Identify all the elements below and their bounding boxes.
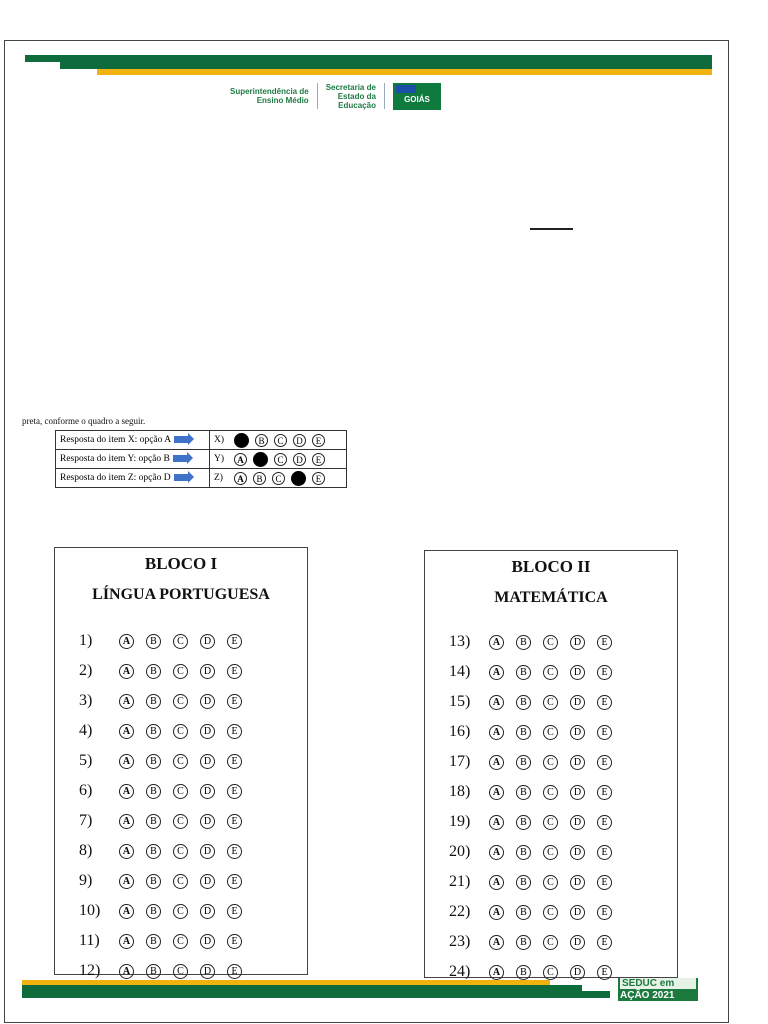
example-row <box>56 450 347 469</box>
question-row <box>79 896 254 926</box>
question-row <box>449 657 624 687</box>
question-number: 16) <box>449 723 471 740</box>
question-number: 19) <box>449 813 471 830</box>
option-a-bubble[interactable]: A <box>489 755 504 770</box>
logo-secretaria: Secretaria de Estado da Educação <box>325 82 376 110</box>
option-e-bubble[interactable]: E <box>227 874 242 889</box>
option-c-bubble[interactable]: C <box>543 905 558 920</box>
option-a-bubble[interactable]: A <box>119 754 134 769</box>
option-e-bubble[interactable]: E <box>597 725 612 740</box>
question-number: 12) <box>79 962 101 979</box>
option-e-bubble[interactable]: E <box>227 964 242 979</box>
option-a-bubble[interactable]: A <box>489 725 504 740</box>
option-b-bubble[interactable]: B <box>516 635 531 650</box>
question-row <box>449 867 624 897</box>
option-c-bubble[interactable]: C <box>543 725 558 740</box>
option-e-bubble[interactable]: E <box>597 935 612 950</box>
question-number: 6) <box>79 782 93 799</box>
option-b-bubble[interactable]: B <box>516 815 531 830</box>
question-row <box>449 717 624 747</box>
option-c-bubble[interactable]: C <box>274 434 287 447</box>
goias-logo: GOIÁS <box>393 83 441 110</box>
option-c-bubble[interactable]: C <box>543 875 558 890</box>
option-d-bubble[interactable]: D <box>570 635 585 650</box>
question-number: 5) <box>79 752 93 769</box>
option-e-bubble[interactable]: E <box>227 784 242 799</box>
option-b-bubble[interactable]: B <box>516 785 531 800</box>
option-d-bubble[interactable]: D <box>200 784 215 799</box>
option-e-bubble[interactable]: E <box>312 472 325 485</box>
option-e-bubble[interactable]: E <box>227 664 242 679</box>
option-a-bubble[interactable]: A <box>489 845 504 860</box>
arrow-right-icon <box>173 455 187 462</box>
option-a-bubble[interactable]: A <box>119 874 134 889</box>
option-c-bubble[interactable]: C <box>173 724 188 739</box>
option-e-bubble[interactable]: E <box>227 934 242 949</box>
question-number: 9) <box>79 872 93 889</box>
option-c-bubble[interactable]: C <box>543 815 558 830</box>
option-c-bubble[interactable]: C <box>543 785 558 800</box>
option-e-bubble[interactable]: E <box>312 434 325 447</box>
option-c-bubble[interactable]: C <box>274 453 287 466</box>
footer-stripes <box>22 980 610 998</box>
option-d-bubble[interactable]: D <box>570 845 585 860</box>
option-c-bubble[interactable]: C <box>173 844 188 859</box>
option-b-bubble[interactable]: B <box>146 754 161 769</box>
signature-line <box>530 228 573 230</box>
question-row <box>79 926 254 956</box>
option-d-bubble[interactable]: D <box>293 453 306 466</box>
option-c-bubble[interactable]: C <box>173 814 188 829</box>
option-b-bubble[interactable]: B <box>146 814 161 829</box>
question-number: 2) <box>79 662 93 679</box>
question-number: 3) <box>79 692 93 709</box>
option-c-bubble[interactable]: C <box>543 965 558 980</box>
option-c-bubble[interactable]: C <box>173 664 188 679</box>
option-a-bubble[interactable] <box>234 433 249 448</box>
option-d-bubble[interactable]: D <box>200 724 215 739</box>
option-b-bubble[interactable]: B <box>146 694 161 709</box>
logo-divider <box>384 83 385 109</box>
question-list <box>79 626 254 986</box>
example-item-id: Y) <box>214 454 225 465</box>
option-c-bubble[interactable]: C <box>173 754 188 769</box>
example-label: Resposta do item Y: opção B <box>60 454 170 464</box>
option-a-bubble[interactable]: A <box>489 905 504 920</box>
option-c-bubble[interactable]: C <box>173 904 188 919</box>
option-e-bubble[interactable]: E <box>227 694 242 709</box>
question-row <box>79 776 254 806</box>
option-b-bubble[interactable]: B <box>516 725 531 740</box>
question-row <box>79 806 254 836</box>
option-c-bubble[interactable]: C <box>173 694 188 709</box>
option-a-bubble[interactable]: A <box>119 634 134 649</box>
option-c-bubble[interactable]: C <box>173 634 188 649</box>
option-d-bubble[interactable]: D <box>200 634 215 649</box>
question-row <box>79 686 254 716</box>
option-e-bubble[interactable]: E <box>597 875 612 890</box>
question-number: 1) <box>79 632 93 649</box>
block-subtitle: MATEMÁTICA <box>494 589 608 606</box>
option-a-bubble[interactable]: A <box>119 904 134 919</box>
block-title: BLOCO II <box>511 557 591 576</box>
example-item-id: X) <box>214 435 225 446</box>
option-e-bubble[interactable]: E <box>597 695 612 710</box>
option-e-bubble[interactable]: E <box>597 635 612 650</box>
option-d-bubble[interactable]: D <box>200 904 215 919</box>
option-e-bubble[interactable]: E <box>227 724 242 739</box>
option-d-bubble[interactable]: D <box>570 875 585 890</box>
option-a-bubble[interactable]: A <box>119 814 134 829</box>
question-number: 4) <box>79 722 93 739</box>
arrow-right-icon <box>174 474 188 481</box>
option-e-bubble[interactable]: E <box>597 845 612 860</box>
option-a-bubble[interactable]: A <box>119 724 134 739</box>
option-e-bubble[interactable]: E <box>227 904 242 919</box>
option-b-bubble[interactable]: B <box>516 755 531 770</box>
option-d-bubble[interactable]: D <box>200 664 215 679</box>
question-number: 22) <box>449 903 471 920</box>
option-a-bubble[interactable]: A <box>489 965 504 980</box>
example-label: Resposta do item Z: opção D <box>60 473 171 483</box>
question-row <box>449 627 624 657</box>
option-a-bubble[interactable]: A <box>119 784 134 799</box>
option-e-bubble[interactable]: E <box>597 815 612 830</box>
option-d-bubble[interactable]: D <box>200 964 215 979</box>
option-a-bubble[interactable]: A <box>119 844 134 859</box>
option-e-bubble[interactable]: E <box>312 453 325 466</box>
example-row <box>56 431 347 450</box>
option-a-bubble[interactable]: A <box>234 453 247 466</box>
option-c-bubble[interactable]: C <box>543 935 558 950</box>
option-d-bubble[interactable]: D <box>570 695 585 710</box>
option-a-bubble[interactable]: A <box>489 635 504 650</box>
option-b-bubble[interactable]: B <box>146 844 161 859</box>
question-row <box>79 836 254 866</box>
question-number: 23) <box>449 933 471 950</box>
option-c-bubble[interactable]: C <box>173 874 188 889</box>
question-row <box>79 746 254 776</box>
option-d-bubble[interactable]: D <box>200 754 215 769</box>
question-row <box>449 807 624 837</box>
option-b-bubble[interactable]: B <box>146 934 161 949</box>
option-c-bubble[interactable]: C <box>173 784 188 799</box>
option-b-bubble[interactable]: B <box>516 845 531 860</box>
option-b-bubble[interactable]: B <box>253 472 266 485</box>
option-e-bubble[interactable]: E <box>597 965 612 980</box>
example-label: Resposta do item X: opção A <box>60 435 172 445</box>
option-a-bubble[interactable]: A <box>489 815 504 830</box>
option-a-bubble[interactable]: A <box>119 964 134 979</box>
option-b-bubble[interactable]: B <box>146 874 161 889</box>
option-d-bubble[interactable]: D <box>293 434 306 447</box>
option-b-bubble[interactable]: B <box>516 905 531 920</box>
example-table <box>55 430 347 488</box>
option-b-bubble[interactable]: B <box>146 634 161 649</box>
option-d-bubble[interactable]: D <box>570 755 585 770</box>
header-stripes <box>25 55 712 77</box>
option-b-bubble[interactable]: B <box>146 724 161 739</box>
option-c-bubble[interactable]: C <box>543 665 558 680</box>
example-item-id: Z) <box>214 473 223 484</box>
option-d-bubble[interactable]: D <box>570 965 585 980</box>
option-c-bubble[interactable]: C <box>543 845 558 860</box>
header-logos <box>222 82 512 110</box>
option-c-bubble[interactable]: C <box>173 934 188 949</box>
option-d-bubble[interactable]: D <box>200 844 215 859</box>
option-d-bubble[interactable] <box>291 471 306 486</box>
option-e-bubble[interactable]: E <box>227 754 242 769</box>
option-c-bubble[interactable]: C <box>173 964 188 979</box>
option-c-bubble[interactable]: C <box>543 695 558 710</box>
option-d-bubble[interactable]: D <box>200 694 215 709</box>
option-b-bubble[interactable]: B <box>516 935 531 950</box>
option-d-bubble[interactable]: D <box>570 815 585 830</box>
question-row <box>79 626 254 656</box>
question-number: 20) <box>449 843 471 860</box>
instruction-text: preta, conforme o quadro a seguir. <box>22 416 146 426</box>
option-e-bubble[interactable]: E <box>597 905 612 920</box>
question-row <box>79 656 254 686</box>
option-a-bubble[interactable]: A <box>119 934 134 949</box>
question-number: 14) <box>449 663 471 680</box>
option-b-bubble[interactable]: B <box>516 695 531 710</box>
question-row <box>79 866 254 896</box>
question-number: 18) <box>449 783 471 800</box>
question-row <box>449 927 624 957</box>
option-a-bubble[interactable]: A <box>119 664 134 679</box>
option-d-bubble[interactable]: D <box>570 665 585 680</box>
question-number: 8) <box>79 842 93 859</box>
option-c-bubble[interactable]: C <box>543 635 558 650</box>
option-d-bubble[interactable]: D <box>200 934 215 949</box>
seduc-logo: SEDUC em AÇÃO 2021 <box>618 978 698 1001</box>
arrow-right-icon <box>174 436 188 443</box>
question-row <box>449 777 624 807</box>
question-number: 11) <box>79 932 100 949</box>
goias-flag-icon <box>396 85 416 93</box>
option-d-bubble[interactable]: D <box>570 725 585 740</box>
option-c-bubble[interactable]: C <box>272 472 285 485</box>
question-row <box>449 687 624 717</box>
logo-superintendencia: Superintendência de Ensino Médio <box>230 87 309 105</box>
block-portugues <box>54 547 308 979</box>
question-number: 7) <box>79 812 93 829</box>
option-a-bubble[interactable]: A <box>489 875 504 890</box>
example-row <box>56 469 347 488</box>
option-b-bubble[interactable]: B <box>146 904 161 919</box>
block-matematica <box>424 550 678 978</box>
option-a-bubble[interactable]: A <box>489 935 504 950</box>
option-a-bubble[interactable]: A <box>489 785 504 800</box>
option-d-bubble[interactable]: D <box>570 905 585 920</box>
option-e-bubble[interactable]: E <box>227 844 242 859</box>
option-b-bubble[interactable]: B <box>516 875 531 890</box>
option-e-bubble[interactable]: E <box>597 665 612 680</box>
option-b-bubble[interactable]: B <box>255 434 268 447</box>
option-b-bubble[interactable]: B <box>146 964 161 979</box>
option-a-bubble[interactable]: A <box>489 695 504 710</box>
option-a-bubble[interactable]: A <box>234 472 247 485</box>
question-row <box>449 747 624 777</box>
option-e-bubble[interactable]: E <box>227 814 242 829</box>
option-a-bubble[interactable]: A <box>119 694 134 709</box>
option-d-bubble[interactable]: D <box>200 874 215 889</box>
question-row <box>449 897 624 927</box>
option-b-bubble[interactable]: B <box>516 965 531 980</box>
question-number: 15) <box>449 693 471 710</box>
option-c-bubble[interactable]: C <box>543 755 558 770</box>
option-d-bubble[interactable]: D <box>200 814 215 829</box>
block-title: BLOCO I <box>144 554 218 573</box>
option-b-bubble[interactable] <box>253 452 268 467</box>
question-number: 21) <box>449 873 471 890</box>
option-b-bubble[interactable]: B <box>516 665 531 680</box>
question-row <box>449 837 624 867</box>
option-a-bubble[interactable]: A <box>489 665 504 680</box>
question-number: 13) <box>449 633 471 650</box>
option-b-bubble[interactable]: B <box>146 664 161 679</box>
block-subtitle: LÍNGUA PORTUGUESA <box>92 586 270 603</box>
question-number: 17) <box>449 753 471 770</box>
option-b-bubble[interactable]: B <box>146 784 161 799</box>
option-d-bubble[interactable]: D <box>570 785 585 800</box>
question-number: 24) <box>449 963 471 980</box>
option-e-bubble[interactable]: E <box>227 634 242 649</box>
option-d-bubble[interactable]: D <box>570 935 585 950</box>
question-row <box>79 716 254 746</box>
option-e-bubble[interactable]: E <box>597 785 612 800</box>
question-number: 10) <box>79 902 101 919</box>
option-e-bubble[interactable]: E <box>597 755 612 770</box>
question-list <box>449 627 624 987</box>
